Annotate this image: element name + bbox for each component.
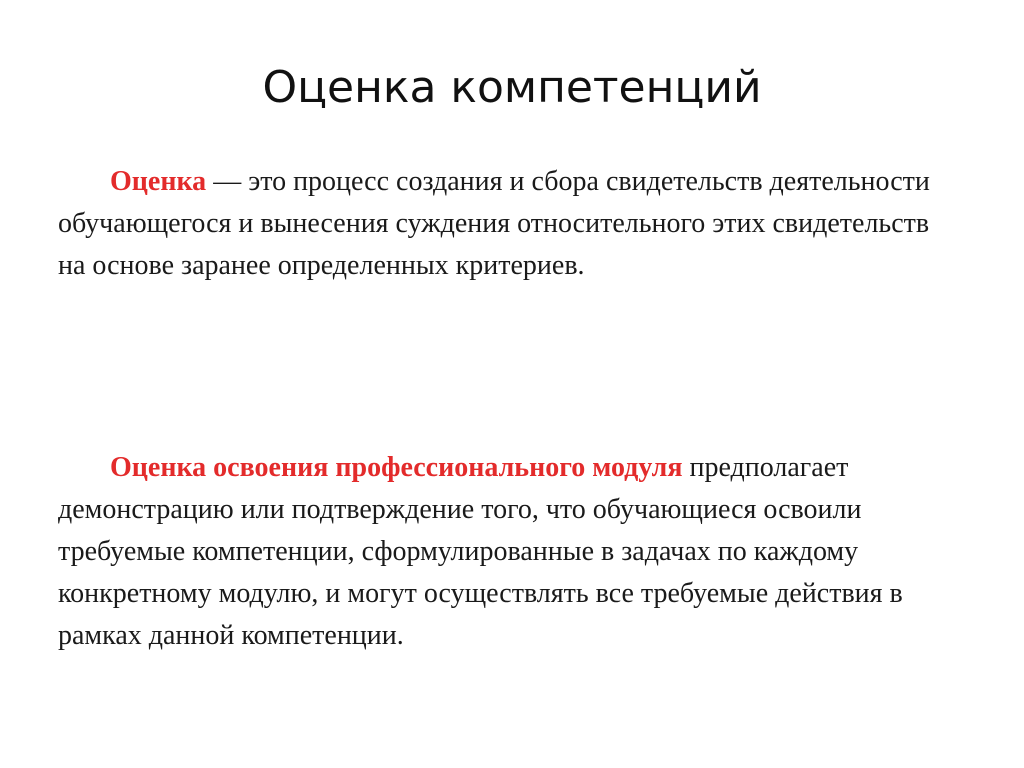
definition-term: Оценка xyxy=(110,166,207,197)
module-assessment-paragraph xyxy=(58,447,958,657)
definition-text: — это процесс создания и сбора свидетельств деятельности обучающегося и вынесения суждения относительного этих свидетельств на основе заранее определенных критериев. xyxy=(58,166,930,281)
module-assessment-text: предполагает демонстрацию или подтверждение того, что обучающиеся освоили требуемые компетенции, сформулированные в задачах по каждому конкретному модулю, и могут осуществлять все требуемые действия в рамках данной компетенции. xyxy=(58,452,903,651)
module-assessment-term: Оценка освоения профессионального модуля xyxy=(110,452,683,483)
slide-title: Оценка компетенций xyxy=(262,62,762,113)
definition-paragraph xyxy=(58,161,958,287)
